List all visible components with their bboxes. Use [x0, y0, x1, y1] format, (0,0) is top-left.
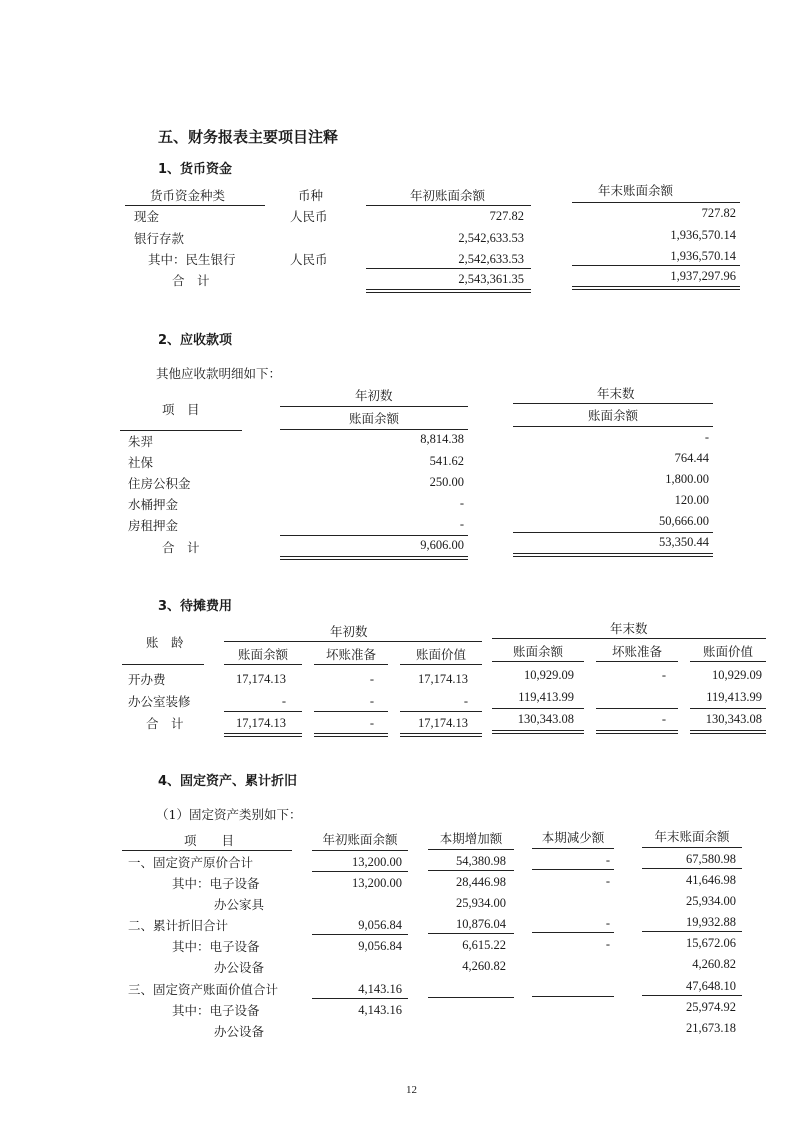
header-underline	[428, 849, 514, 850]
total-end: 53,350.44	[659, 535, 709, 549]
row-begin: -	[459, 517, 464, 531]
row-cell: -	[605, 853, 610, 867]
row-cell: 21,673.18	[686, 1021, 736, 1035]
row-label: 其中：电子设备	[172, 1003, 260, 1018]
row-underline	[532, 869, 614, 870]
page-number: 12	[406, 1084, 417, 1096]
header-underline	[122, 850, 292, 851]
row-cell: 4,260.82	[692, 957, 736, 971]
s4-intro: （1）固定资产类别如下：	[156, 807, 302, 822]
s1-header-underline	[125, 205, 265, 206]
row-cell: 25,934.00	[686, 894, 736, 908]
section-3-heading: 3、待摊费用	[158, 599, 233, 614]
group-underline	[513, 403, 713, 404]
total-cell: 130,343.08	[705, 712, 762, 726]
subtotal-line	[596, 708, 678, 709]
s1-header-underline	[572, 202, 740, 203]
row-cell: 13,200.00	[352, 855, 402, 869]
row-end: 50,666.00	[659, 514, 709, 528]
s4-header: 年初账面余额	[322, 832, 398, 847]
row-cell: -	[369, 694, 374, 708]
s1-header-begin: 年初账面余额	[410, 188, 486, 203]
total-double-line	[690, 730, 766, 734]
row-currency: 人民币	[290, 252, 328, 267]
row-cell: 54,380.98	[456, 854, 506, 868]
row-label: 现金	[134, 209, 160, 224]
subtotal-line	[314, 711, 388, 712]
row-cell: 9,056.84	[358, 918, 402, 932]
row-label: 社保	[128, 455, 154, 470]
total-double-line	[314, 733, 388, 737]
s1-header-currency: 币种	[298, 188, 324, 203]
total-cell: -	[369, 716, 374, 730]
s2-sub-end: 账面余额	[588, 408, 639, 423]
row-cell: 13,200.00	[352, 876, 402, 890]
page-title: 五、财务报表主要项目注释	[158, 128, 339, 146]
row-label: 其中：电子设备	[172, 876, 260, 891]
row-end: -	[704, 430, 709, 444]
row-cell: -	[605, 916, 610, 930]
row-label: 房租押金	[128, 518, 179, 533]
header-underline	[120, 430, 242, 431]
row-label: 三、固定资产账面价值合计	[128, 982, 279, 997]
subtotal-line	[280, 535, 468, 536]
row-underline	[312, 998, 408, 999]
row-cell: -	[605, 874, 610, 888]
header-underline	[400, 664, 482, 665]
header-underline	[532, 848, 614, 849]
s2-item-header: 项 目	[162, 402, 200, 417]
total-label: 合 计	[162, 540, 200, 555]
header-underline	[492, 661, 584, 662]
total-double-line	[513, 553, 713, 557]
subtotal-line	[492, 708, 584, 709]
total-label: 合 计	[172, 273, 210, 288]
total-cell: 17,174.13	[236, 716, 286, 730]
subtotal-line	[366, 268, 531, 269]
row-label: 朱羿	[128, 434, 154, 449]
s2-group-begin: 年初数	[355, 388, 393, 403]
row-begin: 250.00	[429, 475, 464, 489]
row-cell: -	[661, 668, 666, 682]
total-cell: -	[661, 712, 666, 726]
row-cell: 17,174.13	[418, 672, 468, 686]
total-double-line	[492, 730, 584, 734]
row-cell: 67,580.98	[686, 852, 736, 866]
header-underline	[314, 664, 388, 665]
row-begin: 8,814.38	[420, 432, 464, 446]
row-begin: 541.62	[429, 454, 464, 468]
s2-group-end: 年末数	[597, 386, 635, 401]
row-cell: 10,929.09	[712, 668, 762, 682]
row-end: 120.00	[674, 493, 709, 507]
total-end: 1,937,297.96	[670, 269, 736, 283]
group-underline	[492, 638, 766, 639]
row-underline	[312, 871, 408, 872]
header-underline	[596, 661, 678, 662]
section-4-heading: 4、固定资产、累计折旧	[158, 774, 298, 789]
row-cell: -	[605, 937, 610, 951]
subtotal-line	[224, 711, 302, 712]
total-double-line	[572, 286, 740, 290]
row-end: 727.82	[701, 206, 736, 220]
row-underline	[642, 931, 742, 932]
total-begin: 9,606.00	[420, 538, 464, 552]
s3-group-begin: 年初数	[330, 624, 368, 639]
row-end: 764.44	[674, 451, 709, 465]
row-cell: 15,672.06	[686, 936, 736, 950]
row-cell: -	[281, 694, 286, 708]
s1-header-type: 货币资金种类	[150, 188, 226, 203]
row-cell: -	[369, 672, 374, 686]
s3-sub-header: 账面余额	[237, 647, 288, 662]
row-label: 银行存款	[134, 231, 185, 246]
s1-header-underline	[366, 205, 531, 206]
s3-sub-header: 账面价值	[702, 644, 753, 659]
s3-sub-header: 坏账准备	[325, 647, 376, 662]
row-cell: 19,932.88	[686, 915, 736, 929]
row-label: 办公设备	[214, 1024, 265, 1039]
row-cell: 28,446.98	[456, 875, 506, 889]
row-underline	[642, 995, 742, 996]
row-begin: -	[459, 496, 464, 510]
row-underline	[312, 934, 408, 935]
row-cell: 10,929.09	[524, 668, 574, 682]
s3-sub-header: 账面余额	[512, 644, 563, 659]
header-underline	[690, 661, 766, 662]
row-cell: 9,056.84	[358, 939, 402, 953]
row-label: 其中：电子设备	[172, 939, 260, 954]
row-label: 水桶押金	[128, 497, 179, 512]
s3-item-header: 账 龄	[146, 635, 184, 650]
subtotal-line	[513, 532, 713, 533]
header-underline	[513, 426, 713, 427]
row-cell: 41,646.98	[686, 873, 736, 887]
row-end: 1,800.00	[665, 472, 709, 486]
total-begin: 2,543,361.35	[458, 272, 524, 286]
s4-header: 本期减少额	[541, 830, 605, 845]
row-label: 办公室装修	[128, 694, 191, 709]
header-underline	[122, 664, 204, 665]
subtotal-line	[400, 711, 482, 712]
row-begin: 727.82	[489, 209, 524, 223]
row-cell: 25,934.00	[456, 896, 506, 910]
row-underline	[428, 933, 514, 934]
s3-sub-header: 坏账准备	[611, 644, 662, 659]
row-underline	[532, 996, 614, 997]
row-cell: 4,260.82	[462, 959, 506, 973]
row-cell: 25,974.92	[686, 1000, 736, 1014]
row-label: 开办费	[128, 672, 166, 687]
row-begin: 2,542,633.53	[458, 231, 524, 245]
header-underline	[280, 429, 468, 430]
s3-group-end: 年末数	[610, 621, 648, 636]
header-underline	[224, 664, 302, 665]
total-cell: 130,343.08	[517, 712, 574, 726]
row-currency: 人民币	[290, 209, 328, 224]
row-underline	[428, 870, 514, 871]
s4-header: 年末账面余额	[654, 829, 730, 844]
group-underline	[224, 641, 482, 642]
header-underline	[312, 850, 408, 851]
s2-intro: 其他应收款明细如下：	[156, 366, 282, 381]
row-cell: 17,174.13	[236, 672, 286, 686]
total-double-line	[596, 730, 678, 734]
row-label: 住房公积金	[128, 476, 191, 491]
row-underline	[428, 997, 514, 998]
row-begin: 2,542,633.53	[458, 252, 524, 266]
s4-header-item: 项 目	[184, 833, 235, 848]
s2-sub-begin: 账面余额	[349, 411, 400, 426]
row-underline	[532, 932, 614, 933]
row-label: 办公设备	[214, 960, 265, 975]
s3-sub-header: 账面价值	[415, 647, 466, 662]
total-double-line	[280, 556, 468, 560]
row-cell: 119,413.99	[518, 690, 574, 704]
total-double-line	[224, 733, 302, 737]
header-underline	[642, 847, 742, 848]
row-label: 二、累计折旧合计	[128, 918, 229, 933]
row-label: 一、固定资产原价合计	[128, 855, 254, 870]
section-1-heading: 1、货币资金	[158, 162, 233, 177]
s4-header: 本期增加额	[439, 831, 503, 846]
total-label: 合 计	[146, 716, 184, 731]
s1-header-end: 年末账面余额	[598, 183, 674, 198]
row-label: 办公家具	[214, 897, 265, 912]
group-underline	[280, 406, 468, 407]
total-double-line	[400, 733, 482, 737]
row-cell: -	[463, 694, 468, 708]
row-cell: 10,876.04	[456, 917, 506, 931]
row-label: 其中：民生银行	[148, 252, 236, 267]
subtotal-line	[572, 265, 740, 266]
row-end: 1,936,570.14	[670, 228, 736, 242]
section-2-heading: 2、应收款项	[158, 333, 233, 348]
total-cell: 17,174.13	[418, 716, 468, 730]
row-end: 1,936,570.14	[670, 249, 736, 263]
row-underline	[642, 868, 742, 869]
row-cell: 6,615.22	[462, 938, 506, 952]
row-cell: 4,143.16	[358, 1003, 402, 1017]
row-cell: 47,648.10	[686, 979, 736, 993]
row-cell: 119,413.99	[706, 690, 762, 704]
row-cell: 4,143.16	[358, 982, 402, 996]
total-double-line	[366, 289, 531, 293]
subtotal-line	[690, 708, 766, 709]
